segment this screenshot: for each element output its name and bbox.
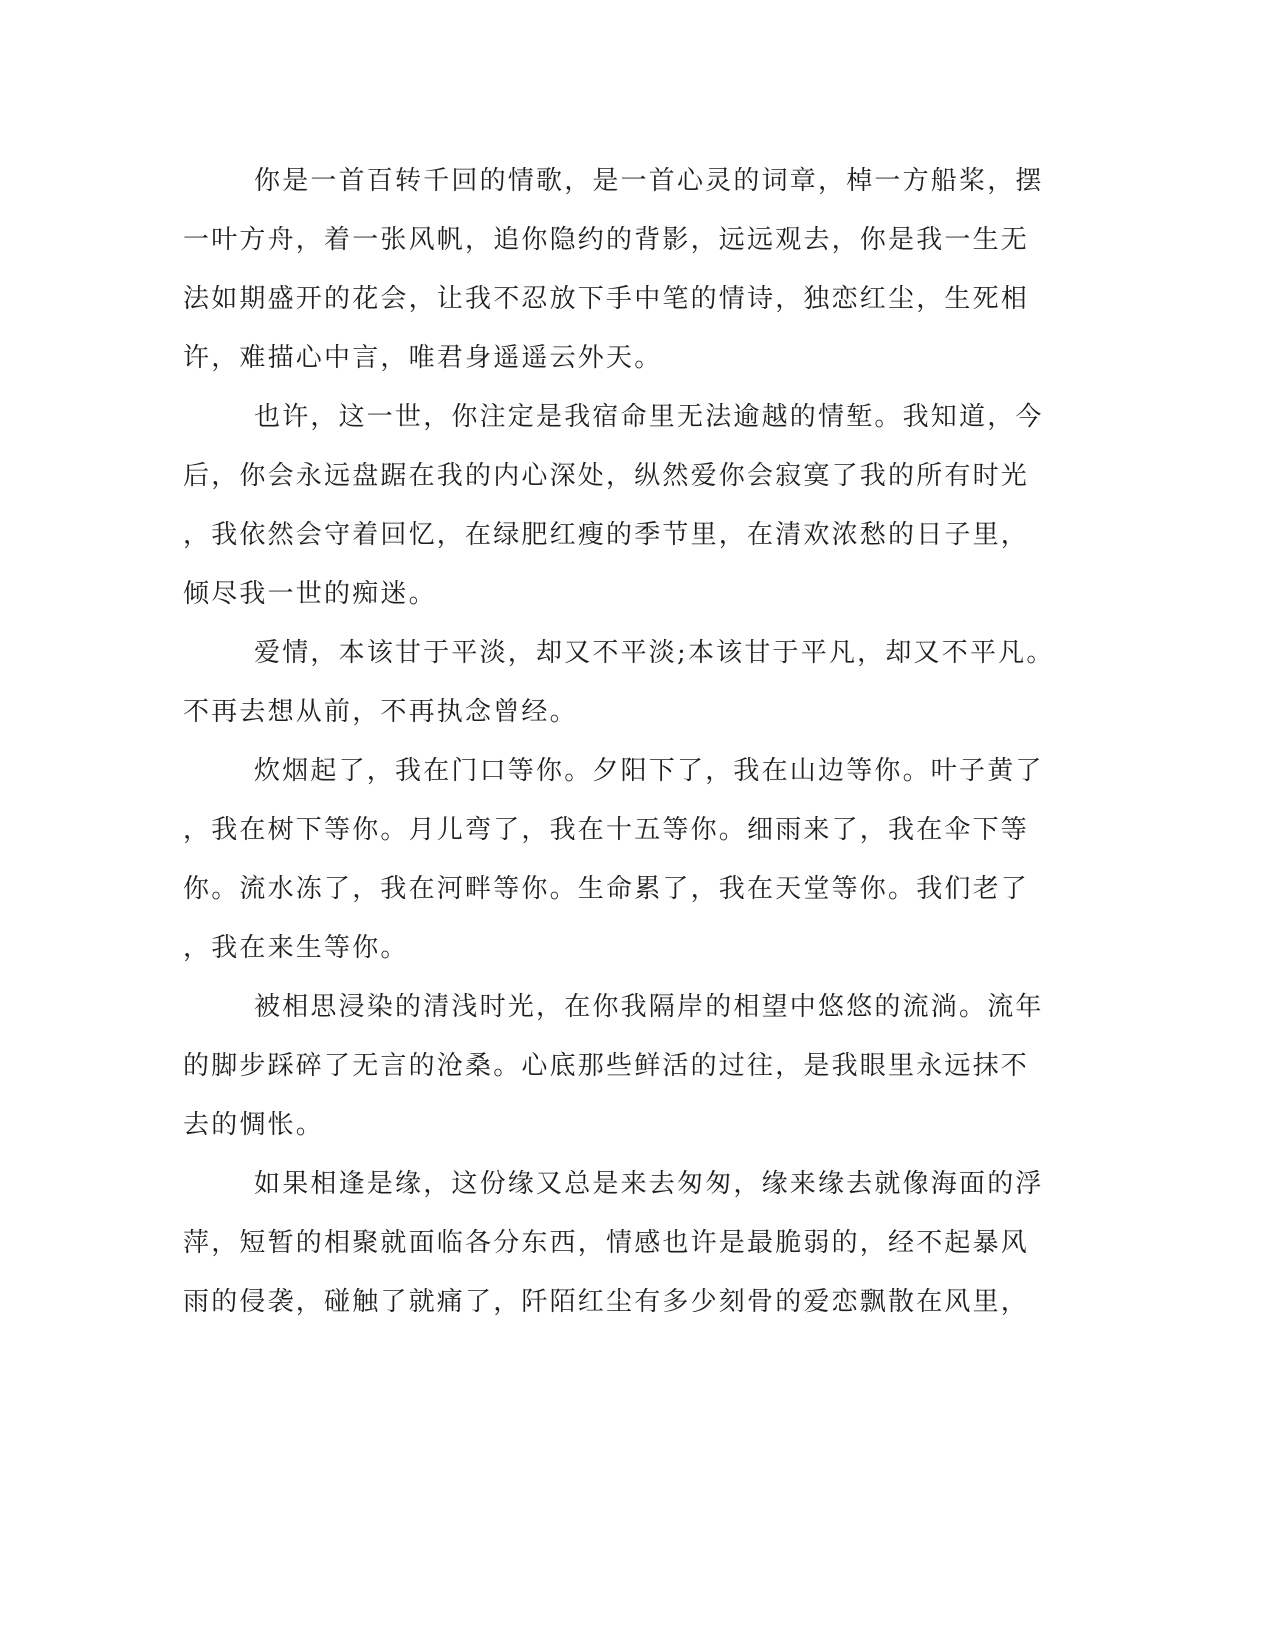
text-line: 许，难描心中言，唯君身遥遥云外天。 bbox=[183, 343, 663, 373]
text-line: 炊烟起了，我在门口等你。夕阳下了，我在山边等你。叶子黄了 bbox=[254, 756, 1044, 786]
text-line: ，我在树下等你。月儿弯了，我在十五等你。细雨来了，我在伞下等 bbox=[183, 815, 1030, 845]
text-line: 一叶方舟，着一张风帆，追你隐约的背影，远远观去，你是我一生无 bbox=[183, 225, 1030, 255]
text-line: 去的惆怅。 bbox=[183, 1110, 325, 1140]
text-line: 你。流水冻了，我在河畔等你。生命累了，我在天堂等你。我们老了 bbox=[183, 874, 1030, 904]
paragraph-1 bbox=[183, 152, 1044, 388]
text-line: 不再去想从前，不再执念曾经。 bbox=[183, 697, 578, 727]
paragraph-3 bbox=[183, 624, 1055, 742]
text-line: 萍，短暂的相聚就面临各分东西，情感也许是最脆弱的，经不起暴风 bbox=[183, 1228, 1030, 1258]
paragraph-4 bbox=[183, 742, 1044, 978]
paragraph-5 bbox=[183, 978, 1044, 1155]
text-line: 被相思浸染的清浅时光，在你我隔岸的相望中悠悠的流淌。流年 bbox=[254, 992, 1044, 1022]
text-line: 的脚步踩碎了无言的沧桑。心底那些鲜活的过往，是我眼里永远抹不 bbox=[183, 1051, 1030, 1081]
text-line: 法如期盛开的花会，让我不忍放下手中笔的情诗，独恋红尘，生死相 bbox=[183, 284, 1030, 314]
text-line: 也许，这一世，你注定是我宿命里无法逾越的情堑。我知道，今 bbox=[254, 402, 1044, 432]
text-line: 如果相逢是缘，这份缘又总是来去匆匆，缘来缘去就像海面的浮 bbox=[254, 1169, 1044, 1199]
text-line: ，我依然会守着回忆，在绿肥红瘦的季节里，在清欢浓愁的日子里， bbox=[183, 520, 1030, 550]
paragraph-2 bbox=[183, 388, 1044, 624]
text-line: 爱情，本该甘于平淡，却又不平淡;本该甘于平凡，却又不平凡。 bbox=[254, 638, 1055, 668]
paragraph-6 bbox=[183, 1155, 1044, 1332]
text-line: 倾尽我一世的痴迷。 bbox=[183, 579, 437, 609]
text-line: 你是一首百转千回的情歌，是一首心灵的词章，棹一方船桨，摆 bbox=[254, 166, 1044, 196]
text-line: 后，你会永远盘踞在我的内心深处，纵然爱你会寂寞了我的所有时光 bbox=[183, 461, 1030, 491]
text-line: 雨的侵袭，碰触了就痛了，阡陌红尘有多少刻骨的爱恋飘散在风里， bbox=[183, 1287, 1030, 1317]
text-line: ，我在来生等你。 bbox=[183, 933, 409, 963]
document-body bbox=[183, 152, 1055, 1332]
